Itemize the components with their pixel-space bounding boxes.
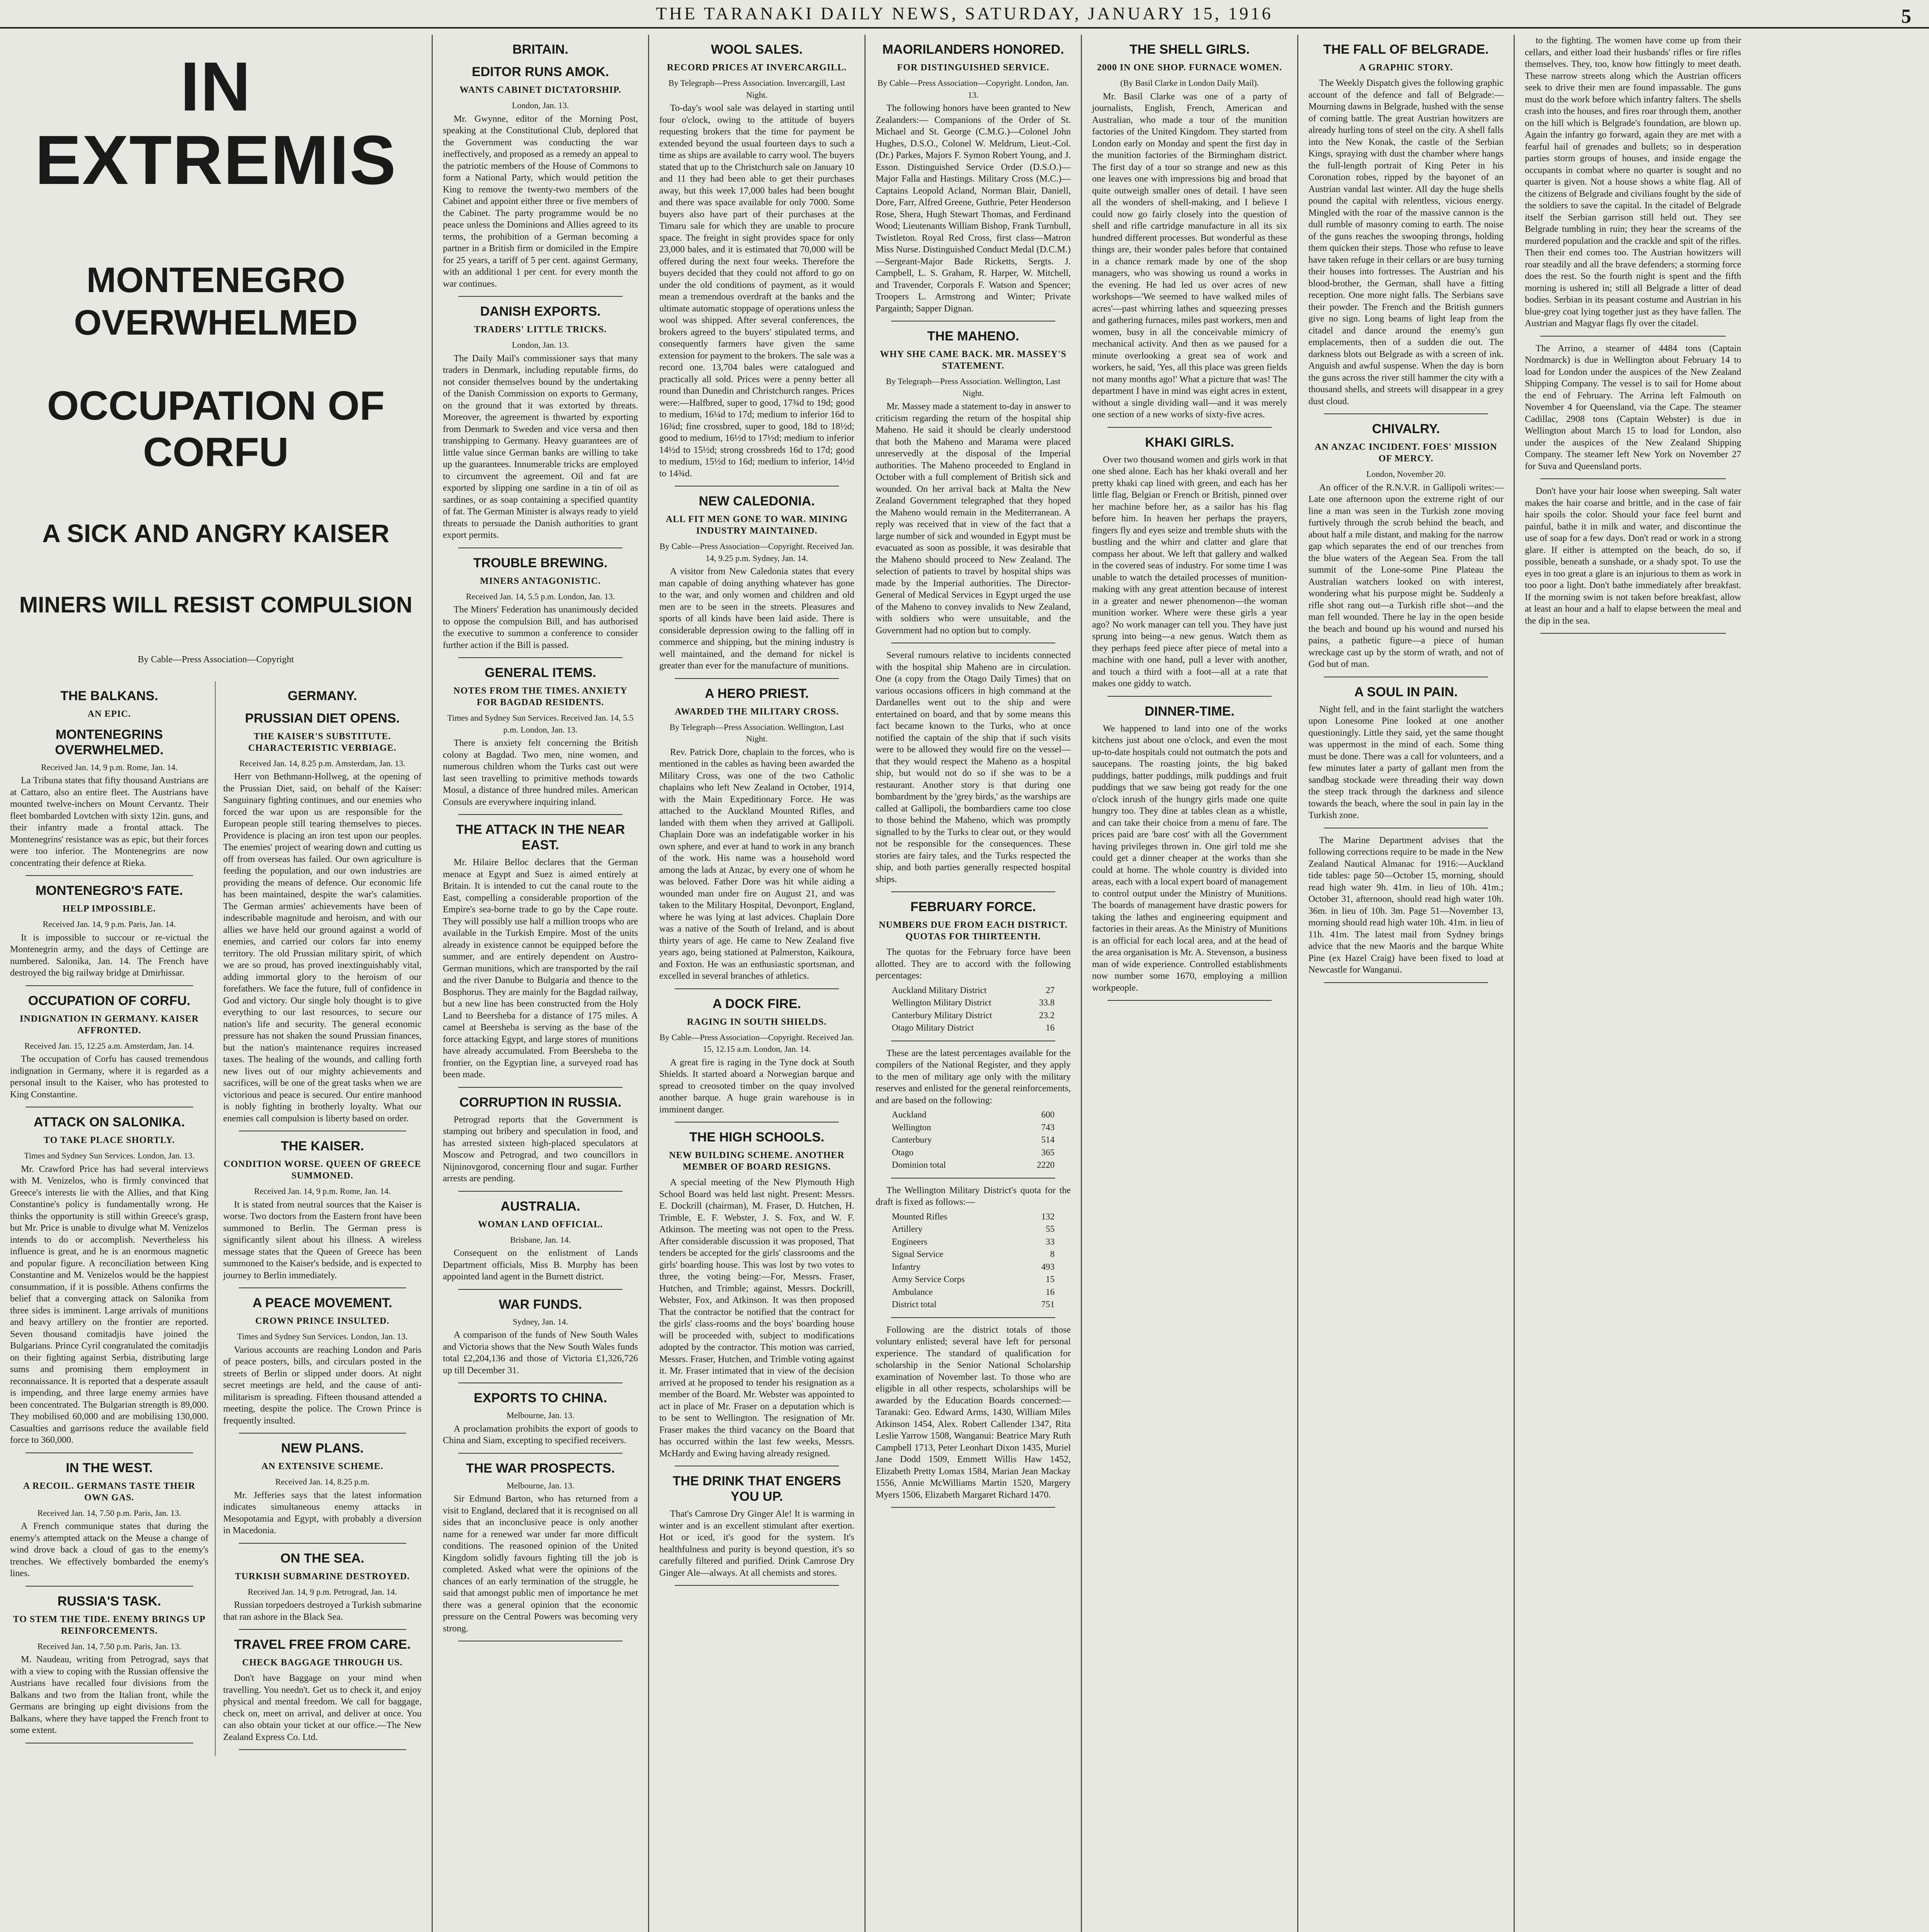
honors-body: These are the latest percentages available for the compilers of the National Register, and they apply to the men of military age only with the military reserves and enlisted for the general reinforcements, and are based on the following: <box>876 1048 1071 1105</box>
column-rule <box>675 1585 839 1586</box>
quota-row <box>890 984 1056 997</box>
quota-value: 33.8 <box>1039 998 1055 1007</box>
britain-headline: TROUBLE BREWING. <box>473 555 608 570</box>
quota-value: 16 <box>1046 1023 1055 1032</box>
quota-value: 365 <box>1041 1147 1055 1157</box>
balkans-subhead: TO STEM THE TIDE. ENEMY BRINGS UP REINFORCEMENTS. <box>13 1614 206 1636</box>
shell-headline: DINNER-TIME. <box>1145 704 1235 719</box>
britain-body: The Daily Mail's commissioner says that many traders in Denmark, including reputable firms, do not consider themselves bound by the undertaking of the Danish Commission on exports to Germany, on the ground that it was extorted by threats. Moreover, the agreement is thwarted by exporting from Denmark to Sweden and vice versa and then transhipping to Germany. Heavy guarantees are of little value since German banks are willing to take up the guarantees. Innumerable tricks are employed to circumvent the agreement. Oil and fat are exported by slipping one sardine in a tin of oil as sardines, or as soap containing a specified quantity of fat. The German Minister is always ready to yield threats to persuade the Danish authorities to grant export permits. <box>443 353 638 540</box>
honors-body: Mr. Massey made a statement to-day in answer to criticism regarding the return of the hospital ship Maheno. He said it should be clearly understood that both the Maheno and Marama were placed unreservedly at the disposal of the Imperial authorities. The Maheno proceeded to England in October with a full complement of British sick and wounded. On her arrival back at Malta the New Zealand Government telegraphed that they hoped the Maheno would remain in the Mediterranean. A reply was received that in view of the fact that a large number of sick and wounded in Egypt must be evacuated as soon as possible, it was desirable that the Maheno should proceed to New Zealand. The selection of patients to travel by hospital ships was made by the Imperial authorities. The Director-General of Medical Services in Egypt urged the use of the Maheno to convey invalids to New Zealand, with soldiers who were unsuitable, and the Government had no option but to comply. <box>876 401 1071 636</box>
quota-district: Ambulance <box>891 1287 933 1297</box>
britain-body: Sir Edmund Barton, who has returned from a visit to England, declared that it is recognised on all sides that an inconclusive peace is only another name for a renewed war under far more difficult conditions. The reasoned opinion of the United Kingdom solidly favours fighting till the job is completed. Asked what were the opinions of the chances of an early termination of the struggle, he said that amongst public men of importance he met there was a general opinion that the economic pressure on the Central Powers was becoming very strong. <box>443 1494 638 1634</box>
belgrade-body: The Weekly Dispatch gives the following graphic account of the defence and fall of Belgrade:— Mourning dawns in Belgrade, hushed with the sense of coming battle. The great Austrian howitzers are already hurling tons of steel on the city. A shell falls into the New Konak, the castle of the Serbian Kings, spraying with dust the chamber where hangs the full-length portrait of King Peter in his Coronation robes, ripped by the bayonet of an Austrian vandal last winter. All day the huge shells pound the capital with relentless, vicious energy. Mingled with the roar of the massive cannon is the dull rumble of masonry coming to earth. The noise of the guns reaches the swooping throngs, holding them quicken their steps. Those who refuse to leave have taken refuge in their cellars or are busy turning their houses into fortresses. The Austrian and his blood-brother, the German, shall have a fitting reception. One more night falls. The Serbians save their powder. The French and the British gunners give no sign. Long beams of light leap from the citadel and dance around the enemy's gun emplacements, then of a sudden die out. The darkness blots out Belgrade as with a screen of ink. Anguish and awful suspense. When the day is born the guns across the river still hammer the city with a thousand shells, and streets will disappear in a grey dust cloud. <box>1308 78 1504 406</box>
balkans-headline: RUSSIA'S TASK. <box>57 1594 161 1609</box>
honors-headline: THE MAHENO. <box>927 329 1019 344</box>
column-rule <box>239 1287 407 1288</box>
section-sub-balkans: AN EPIC. <box>87 709 131 719</box>
quota-row <box>890 1121 1056 1134</box>
shell-dateline: (By Basil Clarke in London Daily Mail). <box>1120 78 1259 88</box>
quota-district: Infantry <box>891 1262 920 1272</box>
quota-district: Engineers <box>891 1236 927 1247</box>
column-rule <box>458 296 623 297</box>
quota-value: 55 <box>1046 1224 1055 1234</box>
germany-dateline: Received Jan. 14, 8.25 p.m. <box>275 1477 370 1486</box>
balkans-body: The occupation of Corfu has caused tremendous indignation in Germany, where it is regarded as a personal insult to the Kaiser, who has protested to King Constantine. <box>10 1054 209 1100</box>
balkans-subhead: TO TAKE PLACE SHORTLY. <box>44 1135 175 1145</box>
balkans-dateline: Received Jan. 14, 9 p.m. Rome, Jan. 14. <box>41 762 178 772</box>
front-subcolumns <box>10 681 422 1757</box>
britain-headline: THE WAR PROSPECTS. <box>466 1461 615 1476</box>
germany-subhead: TURKISH SUBMARINE DESTROYED. <box>235 1571 410 1582</box>
quota-row <box>890 1236 1056 1248</box>
wool-subhead: AWARDED THE MILITARY CROSS. <box>675 706 839 717</box>
last-body: Don't have your hair loose when sweeping. Salt water makes the hair coarse and brittle, and in the case of fair hair spoils the color. Should your face feel burnt and painful, bathe it in milk and water, and discontinue the use of soap for a few days. Don't read or work in a strong glare. If either is attempted on the beach, do so, if possible, beneath a sunshade, or a shady spot. To use the eyes in too great a glare is an injurious to them as work in too poor a light. Don't bathe immediately after breakfast. If the morning swim is not taken before breakfast, allow at least an hour and a half to elapse between the meal and the dip in the sea. <box>1525 486 1741 626</box>
column-belgrade <box>1298 35 1515 1932</box>
column-rule <box>1107 696 1272 697</box>
byline: By Cable—Press Association—Copyright <box>138 655 294 665</box>
honors-quota-table <box>890 1211 1056 1311</box>
honors-dateline: By Cable—Press Association—Copyright. London, Jan. 13. <box>877 78 1069 100</box>
belgrade-subhead: AN ANZAC INCIDENT. FOES' MISSION OF MERCY. <box>1315 442 1497 464</box>
column-rule <box>458 1087 623 1088</box>
quota-district: Auckland <box>891 1110 927 1119</box>
britain-dateline: Melbourne, Jan. 13. <box>506 1480 575 1490</box>
germany-headline: TRAVEL FREE FROM CARE. <box>234 1637 411 1652</box>
britain-body: There is anxiety felt concerning the British colony at Bagdad. Two men, nine women, and numerous children whom the Turks cast out were last seen travelling to primitive methods towards Mosul, a distance of three hundred miles. American Consuls are everywhere inquiring inland. <box>443 738 638 807</box>
balkans-body: Mr. Crawford Price has had several interviews with M. Venizelos, who is firmly convinced that Greece's interests lie with the Allies, and that King Constantine's policy is fundamentally wrong. He thinks the opportunity is still within Greece's grasp, but Mr. Price is unable to divulge what M. Venizelos intends to do or accomplish. Nevertheless his influence is great, and he is an enormous magnetic and popular figure. A reconciliation between King Constantine and M. Venizelos would be the happiest consummation, if it is possible. Athens confirms the belief that a converging attack on Salonika from three sides is imminent. Large arrivals of munitions and heavy artillery on the frontier are reported. Seven thousand comitadjis have joined the Bulgarians. Prince Cyril congratulated the comitadjis on their fighting against Serbia, distributing large sums and promising them employment in reconnaissance. It is reported that a desperate assault is impending, and three large enemy armies have been concentrated. The Bulgarian strength is 89,000. They mobilised 60,000 and are mobilising 130,000. Casualties and garrisons reduce the available field force to 360,000. <box>10 1164 209 1445</box>
germany-body: Russian torpedoers destroyed a Turkish submarine that ran ashore in the Black Sea. <box>223 1600 422 1622</box>
britain-dateline: Brisbane, Jan. 14. <box>510 1235 571 1245</box>
belgrade-headline: THE FALL OF BELGRADE. <box>1323 42 1489 57</box>
quota-row <box>890 1134 1056 1146</box>
shell-body: Over two thousand women and girls work in that one shed alone. Each has her khaki overall and her pretty khaki cap lined with green, and each has her little flag, Belgian or French or British, pinned over her machine before her, as a sailor has his flag before him. In heaven her perhaps the prayers, fingers fly and eyes seize and tremble shuts with the bustling and the whirr and clatter and glare that compass her about. We left that gallery and walked in the covered seas of industry. For some time I was unable to watch the detailed processes of munition-making with any great attention because of interest in a greater and newer phenomenon—the woman munition worker. Where were these girls a year ago? No work manager can tell you. They have just sprung into being—a new genus. Watch them as they perhaps feed piece after piece of metal into a machine with one hand, pull a lever with another, and touch a third with a foot—all at a rate that makes one giddy to watch. <box>1092 454 1287 689</box>
balkans-headline: OCCUPATION OF CORFU. <box>28 993 191 1008</box>
wool-headline: THE HIGH SCHOOLS. <box>689 1130 825 1145</box>
column-rule <box>26 875 193 876</box>
column-rule <box>458 814 623 815</box>
wool-headline: THE DRINK THAT ENGERS YOU UP. <box>672 1474 841 1504</box>
wool-subhead: NEW BUILDING SCHEME. ANOTHER MEMBER OF BOARD RESIGNS. <box>669 1150 845 1172</box>
column-last <box>1515 35 1929 1932</box>
banner-miners: MINERS WILL RESIST COMPULSION <box>19 592 413 617</box>
column-rule <box>239 1433 407 1434</box>
quota-value: 16 <box>1046 1287 1055 1297</box>
section-title-germany: GERMANY. <box>287 688 357 703</box>
germany-headline: ON THE SEA. <box>280 1551 364 1566</box>
balkans-dateline: Received Jan. 14, 9 p.m. Paris, Jan. 14. <box>43 919 176 929</box>
shell-headline: KHAKI GIRLS. <box>1145 435 1234 450</box>
balkans-dateline: Times and Sydney Sun Services. London, Jan. 13. <box>24 1151 195 1160</box>
britain-headline: EXPORTS TO CHINA. <box>473 1391 607 1405</box>
wool-dateline: By Telegraph—Press Association. Wellington, Last Night. <box>669 722 844 743</box>
quota-value: 132 <box>1041 1211 1055 1221</box>
honors-headline: MAORILANDERS HONORED. <box>882 42 1064 57</box>
column-rule <box>458 657 623 658</box>
quota-district: Army Service Corps <box>891 1274 965 1284</box>
quota-value: 514 <box>1041 1135 1055 1145</box>
column-rule <box>458 1191 623 1192</box>
britain-subhead: WANTS CABINET DICTATORSHIP. <box>459 85 621 95</box>
last-body: The Arrino, a steamer of 4484 tons (Captain Nordmarck) is due in Wellington about February 14 to load for London under the auspices of the New Zealand Shipping Company. The vessel is to sail for Home about the end of February. The Arrina left Falmouth on November 4 for Queensland, via the Cape. The steamer Cadillac, 2908 tons (Captain Webster) is due in Wellington about March 15 to load for London, also under the auspices of the New Zealand Shipping Company. The steamer left New York on November 27 for Suva and Queensland ports. <box>1525 343 1741 471</box>
honors-subhead: WHY SHE CAME BACK. MR. MASSEY'S STATEMENT. <box>880 349 1067 371</box>
quota-district: Wellington Military District <box>891 998 992 1007</box>
wool-body: A visitor from New Caledonia states that every man capable of doing anything whatever has gone to the war, and only women and children and old men are to be seen in the streets. Pleasures and sports of all kinds have been laid aside. There is considerable depression owing to the falling off in commerce and shipping, but the mining industry is well maintained, and the demand for nickel is greater than ever for the manufacture of munitions. <box>659 566 854 671</box>
quota-row <box>890 1248 1056 1261</box>
britain-subhead: WOMAN LAND OFFICIAL. <box>478 1219 603 1230</box>
germany-subhead: AN EXTENSIVE SCHEME. <box>261 1461 383 1471</box>
germany-headline: NEW PLANS. <box>281 1441 364 1456</box>
quota-value: 15 <box>1046 1274 1055 1284</box>
belgrade-subhead: A GRAPHIC STORY. <box>1359 63 1453 73</box>
section-title-balkans: THE BALKANS. <box>60 688 158 703</box>
last-body: to the fighting. The women have come up from their cellars, and either load their husbands' rifles or fire rifles themselves. They, too, know how fittingly to meet death. These narrow streets along which the Austrian officers seek to drive their men are found impassable. The guns must do the work before which infantry falters. The shells crash into the houses, and fires roar through them, another on the hill which is Belgrade's foundation, are blown up. Again the infantry go forward, again they are met with a fearful hail of grenades and bullets; so in desperation parties storm groups of houses, and inside engage the occupants in combat where no quarter is sought and no quarter is given. Not a house shows a white flag. All of the citizens of Belgrade and civilians fought by the side of the soldiers to save the capital. In the citadel of Belgrade itself the Serbian garrison still held out. They see Belgrade tumbling in ruin; they hear the screams of the murdered population and the crackle and spit of the rifles. Then their end comes too. The Austrian howitzers will roar steadily and all the brave defenders; a storming force does the rest. So the fourth night is spent and the fifth morning is ushered in; still all Belgrade a litter of dead bodies. Serbian in its peasant costume and Austrian in his blue-grey coat lying together just as they have fallen. The Austrian and Magyar flags fly over the citadel. <box>1525 36 1741 328</box>
quota-district: Auckland Military District <box>891 985 987 995</box>
germany-body: Various accounts are reaching London and Paris of peace posters, bills, and circulars posted in the streets of Berlin or slipped under doors. At night secret meetings are held, and the cause of anti-militarism is spreading. Fifteen thousand attended a meeting, despite the police. The Crown Prince is frequently insulted. <box>223 1345 422 1426</box>
balkans-body: La Tribuna states that fifty thousand Austrians are at Cattaro, also an entire fleet. The Austrians have mounted twelve-inchers on Mount Cervantz. Their fleet bombarded Lovtchen with sixty 12in. guns, and their infantry made a frontal attack. The Montenegrins' resistance was as epic, but their forces were too inferior. The Montenegrins are now concentrating their defence at Rieka. <box>10 776 209 868</box>
column-rule <box>675 678 839 679</box>
balkans-dateline: Received Jan. 14, 7.50 p.m. Paris, Jan. 13. <box>37 1641 181 1651</box>
wool-headline: NEW CALEDONIA. <box>699 494 815 509</box>
quota-row <box>890 1159 1056 1172</box>
quota-district: Signal Service <box>891 1249 944 1259</box>
quota-district: Canterbury <box>891 1135 932 1145</box>
column-rule <box>891 1507 1055 1508</box>
honors-subhead: FOR DISTINGUISHED SERVICE. <box>897 63 1050 73</box>
balkans-subhead: HELP IMPOSSIBLE. <box>63 904 156 914</box>
column-rule <box>239 1749 407 1750</box>
belgrade-body: An officer of the R.N.V.R. in Gallipoli writes:— Late one afternoon upon the extreme right of our line a man was seen in the Turkish zone moving furtively through the scrub behind the beach, and about half a mile distant, and making for the narrow gap which separates the end of our trenches from the blue waters of the Aegean Sea. From the tall summit of the Lone-some Pine Plateau the Australian watchers looked on with interest, wondering what his purpose might be. Suddenly a rifle shot rang out—a Turkish rifle shot—and the man fell wounded. There he lay in the open beside the beach and bound up his wound and nursed his pains, a pathetic figure—a piece of human wreckage cast up by the storm of wrath, and not of God but of man. <box>1308 482 1504 669</box>
quota-value: 493 <box>1041 1262 1055 1272</box>
balkans-headline: ATTACK ON SALONIKA. <box>33 1115 185 1129</box>
balkans-subhead: INDIGNATION IN GERMANY. KAISER AFFRONTED. <box>20 1014 199 1036</box>
column-rule <box>1540 336 1726 337</box>
quota-district: Artillery <box>891 1224 923 1234</box>
column-rule <box>1107 427 1272 428</box>
germany-subhead: THE KAISER'S SUBSTITUTE. CHARACTERISTIC VERBIAGE. <box>248 731 397 753</box>
quota-value: 23.2 <box>1039 1010 1055 1020</box>
germany-subhead: CONDITION WORSE. QUEEN OF GREECE SUMMONED. <box>223 1159 421 1181</box>
wool-subhead: ALL FIT MEN GONE TO WAR. MINING INDUSTRY MAINTAINED. <box>665 514 848 536</box>
balkans-body: A French communique states that during the enemy's attempted attack on the Meuse a change of wind drove back a cloud of gas to the enemy's trenches. We effectively bombarded the enemy's lines. <box>10 1521 209 1578</box>
honors-body: The Wellington Military District's quota for the draft is fixed as follows:— <box>876 1185 1071 1207</box>
britain-body: Petrograd reports that the Government is stamping out bribery and speculation in food, and has arrested sixteen high-placed speculators at Moscow and Petrograd, and two councillors in Nijninovgorod, concerning flour and sugar. Further arrests are pending. <box>443 1114 638 1184</box>
banner-corfu: OCCUPATION OF CORFU <box>47 383 385 475</box>
britain-headline: WAR FUNDS. <box>498 1297 582 1312</box>
germany-body: Mr. Jefferies says that the latest information indicates simultaneous enemy attacks in Mesopotamia and Egypt, with probably a diversion in Macedonia. <box>223 1490 422 1536</box>
quota-value: 743 <box>1041 1122 1055 1132</box>
germany-body: Herr von Bethmann-Hollweg, at the opening of the Prussian Diet, said, on behalf of the Kaiser: Sanguinary fighting continues, and our enemies who forced the war upon us are responsible for the European people still tearing themselves to pieces. Providence is placing an iron test upon our peoples. The enemies' project of wearing down and cutting us off from overseas has failed. Our own agriculture is feeding the population, and our own industries are providing the means of defence. Our economic life has been maintained, despite the war's calamities. The German armies' achievements have been of indescribable magnitude and heroism, and with our allies we have held our ground against a world of enemies, and carried our colors far into enemy territory. The old Prussian military spirit, of which we are so proud, has proved inextinguishably vital, adding immortal glory to the heroism of our forefathers. We face the future, full of confidence in God and victory. Our single holy thought is to give everything to our last resources, to secure our nation's life and security. The general economic pressure has not shaken the sound Prussian finances, but the nation's maintenance requires increased taxes. The healing of the wounds, and calling forth new lives out of our mighty achievements and sacrifices, will be one of the great tasks when we are victorious and peace is secured. Our entire manhood is nobly fighting in brotherly loyalty. What our enemies call compulsion is liberty based on order. <box>223 772 422 1124</box>
britain-subhead: NOTES FROM THE TIMES. ANXIETY FOR BAGDAD RESIDENTS. <box>453 686 628 707</box>
quota-value: 27 <box>1046 985 1055 995</box>
balkans-headline: MONTENEGRINS OVERWHELMED. <box>55 727 164 757</box>
column-rule <box>239 1629 407 1630</box>
britain-headline: GENERAL ITEMS. <box>485 665 596 680</box>
honors-body: The quotas for the February force have been allotted. They are to accord with the following percentages: <box>876 947 1071 981</box>
germany-dateline: Received Jan. 14, 9 p.m. Petrograd, Jan. 14. <box>248 1587 397 1597</box>
quota-district: Dominion total <box>891 1160 946 1170</box>
germany-subhead: CROWN PRINCE INSULTED. <box>255 1316 390 1326</box>
column-wool <box>649 35 866 1932</box>
britain-headline: DANISH EXPORTS. <box>480 304 601 319</box>
masthead-title: THE TARANAKI DAILY NEWS, SATURDAY, JANUARY 15, 1916 <box>656 3 1273 23</box>
germany-dateline: Times and Sydney Sun Services. London, Jan. 13. <box>237 1332 408 1341</box>
wool-dateline: By Cable—Press Association—Copyright. Received Jan. 15, 12.15 a.m. London, Jan. 14. <box>659 1032 854 1054</box>
honors-subhead: NUMBERS DUE FROM EACH DISTRICT. QUOTAS FOR THIRTEENTH. <box>879 920 1068 942</box>
britain-headline: THE ATTACK IN THE NEAR EAST. <box>456 822 625 852</box>
honors-body: The following honors have been granted to New Zealanders:— Companions of the Order of St. Michael and St. George (C.M.G.)—Colonel John Hughes, D.S.O., Colonel W. Meldrum, Lieut.-Col. (Dr.) Parkes, Majors F. Symon Robert Young, and J. Esson. Distinguished Service Order (D.S.O.)—Major Falla and Hastings. Military Cross (M.C.)—Captains Leopold Acland, Norman Blair, Daniell, Dore, Farr, Alfred Greene, Guthrie, Peter Henderson Rose, Shera, Hugh Stewart Thomas, and Ferdinand Wood; Lieutenants William Bishop, Frank Turnbull, Twistleton. Royal Red Cross, first class—Matron Miss Nurse. Distinguished Conduct Medal (D.C.M.)—Sergeant-Major Bade Ricketts, Sergts. J. Campbell, L. S. Graham, R. Harper, W. Mitchell, and Travender, Corporals F. Watson and Spencer; Troopers L. Armstrong and Winter; Private Pargainth; Sapper Dignan. <box>876 103 1071 314</box>
column-rule <box>239 1543 407 1544</box>
shell-headline: THE SHELL GIRLS. <box>1129 42 1250 57</box>
wool-dateline: By Telegraph—Press Association. Invercargill, Last Night. <box>668 78 845 100</box>
germany-dateline: Received Jan. 14, 8.25 p.m. Amsterdam, Jan. 13. <box>239 758 406 768</box>
britain-body: The Miners' Federation has unanimously decided to oppose the compulsion Bill, and has authorised the executive to summon a conference to consider further action if the Bill is passed. <box>443 605 638 650</box>
quota-row <box>890 1298 1056 1311</box>
quota-district: Wellington <box>891 1122 931 1132</box>
quota-row <box>890 1022 1056 1034</box>
germany-body: It is stated from neutral sources that the Kaiser is worse. Two doctors from the Eastern front have been summoned to Berlin. The German press is significantly silent about his illness. A wireless message states that the Queen of Greece has been summoned to the Kaiser's bedside, and is expected to journey to Berlin immediately. <box>223 1199 422 1281</box>
column-rule <box>26 1452 193 1453</box>
quota-row <box>890 1273 1056 1286</box>
wool-headline: WOOL SALES. <box>711 42 803 57</box>
quota-row <box>890 1261 1056 1274</box>
quota-value: 2220 <box>1037 1160 1055 1170</box>
quota-row <box>890 1223 1056 1236</box>
column-rule <box>1107 1000 1272 1001</box>
column-rule <box>1324 413 1488 414</box>
column-rule <box>26 985 193 986</box>
belgrade-headline: A SOUL IN PAIN. <box>1354 684 1458 699</box>
britain-headline: EDITOR RUNS AMOK. <box>471 65 609 79</box>
shell-body: We happened to land into one of the works kitchens just about one o'clock, and even the most up-to-date hospitals could not outmatch the pots and saucepans. The roasting joints, the big baked puddings, batter puddings, milk puddings and fruit puddings that we saw being got ready for the one o'clock inrush of the hungry girls made one quite hungry too. They dine at tables clean as a whistle, and can take their choice from a menu of fare. The prices paid are 'bare cost' with all the Government having privileges thrown in. One girl told me she could get a dinner cheaper at the works than she could at home. The whole country is divided into areas, each with a local expert board of management to control output under the Ministry of Munitions. The boards of management have drastic powers for taking the lathes and engineering equipment and factories in their areas. As the Ministry of Munitions is an official for each local area, and at the head of the area organisation is Mr. A. Stevenson, a business man of wide experience. Controlled establishments now number some 1670, employing a million workpeople. <box>1092 723 1287 993</box>
wool-body: That's Camrose Dry Ginger Ale! It is warming in winter and is an excellent stimulant after exertion. Hot or iced, it's good for the system. It's healthfulness and purity is beyond question, it's so carefully filtered and purified. Drink Camrose Dry Ginger Ale—always. At all chemists and stores. <box>659 1509 854 1578</box>
quota-value: 600 <box>1041 1110 1055 1119</box>
shell-subhead: 2000 IN ONE SHOP. FURNACE WOMEN. <box>1097 63 1283 73</box>
belgrade-dateline: London, November 20. <box>1366 469 1446 479</box>
banner-montenegro: MONTENEGRO OVERWHELMED <box>74 260 358 342</box>
column-shell-girls <box>1082 35 1298 1932</box>
britain-headline: CORRUPTION IN RUSSIA. <box>459 1095 622 1110</box>
quota-district: Canterbury Military District <box>891 1010 992 1020</box>
quota-value: 33 <box>1046 1236 1055 1247</box>
britain-dateline: Times and Sydney Sun Services. Received Jan. 14, 5.5 p.m. London, Jan. 13. <box>447 713 634 735</box>
germany-body: Don't have Baggage on your mind when travelling. You needn't. Get us to check it, and enjoy physical and mental freedom. We call for baggage, check on, meet on arrival, and deliver at once. You can also obtain your ticket at our office.—The New Zealand Express Co. Ltd. <box>223 1673 422 1742</box>
belgrade-body: Night fell, and in the faint starlight the watchers upon Lonesome Pine looked at one another questioningly. Little they said, yet the same thought was uppermost in the mind of each. Some thing must be done. There was a call for volunteers, and a few minutes later a party of gallant men from the sandbag stockade were threading their way down the steep track through the darkness and silence towards the beach, where the soul in pain lay in the Turkish zone. <box>1308 704 1504 820</box>
wool-dateline: By Cable—Press Association—Copyright. Received Jan. 14, 9.25 p.m. Sydney, Jan. 14. <box>659 541 854 563</box>
honors-headline: FEBRUARY FORCE. <box>910 900 1036 914</box>
shell-body: Mr. Basil Clarke was one of a party of journalists, English, French, American and Australian, who made a tour of the munition factories of the United Kingdom. They started from London early on Monday and spent the first day in the munition factories of the Birmingham district. The first day of a tour so strange and new as this one leaves one with impressions big and broad that quite outweigh smaller ones of detail. I have seen all the wonders of shell-making, and I believe I could now go fairly closely into the question of shell and rifle cartridge manufacture in all its six hundred different processes. But wonderful as these things are, their wonder pales before that contained in a chance remark made by one of the shop managers, who was showing us round a works in the evening. He had led us over acres of new workshops—'We seemed to have walked miles of acres'—past whirring lathes and squeezing presses and gathering furnaces, miles past workers, men and women, busy in all the conceivable mimicry of mechanical activity. And then as we paused for a minute overlooking a great sea of work and workers, he said, 'Yes, all this place was green fields not many months ago!' What a picture that was! The department I have in mind was eight acres in extent, without a single dividing wall—and it was merely one section of a new works of sixty-five acres. <box>1092 91 1287 420</box>
balkans-section <box>10 681 216 1757</box>
quota-district: Mounted Rifles <box>891 1211 947 1221</box>
wool-body: Rev. Patrick Dore, chaplain to the forces, who is mentioned in the cables as having been awarded the Military Cross, was one of the two Catholic chaplains who left New Zealand in October, 1914, with the Main Expeditionary Force. He was attached to the Auckland Mounted Rifles, and landed with them when they arrived at Gallipoli. Chaplain Dore was an indefatigable worker in his own sphere, and ever at hand to work in any branch of the work. His name was a household word among the lads at Anzac, by every one of whom he was beloved. Father Dore was hit while aiding a wounded man under fire on August 21, and was taken to the Military Hospital, Devonport, England, where he was lying at last advices. Chaplain Dore was a native of the South of Ireland, and is about thirty years of age. He came to New Zealand five years ago, being stationed at Palmerston, Kaikoura, and Foxton. He was an enthusiastic sportsman, and excelled in several branches of athletics. <box>659 747 854 981</box>
belgrade-body: The Marine Department advises that the following corrections require to be made in the New Zealand Nautical Almanac for 1916:—Auckland tide tables: page 50—October 15, morning, should read high water 9h. 41m. in lieu of 10h. 41m.; October 31, afternoon, should read high water 10h. 36m. in lieu of 10h. 3m. Page 51—November 13, morning should read high water 10h. 41m. in lieu of 11h. 41m. The latest mail from Sydney brings advice that the new Maoris and the barque White Pine (ex Hazel Craig) have been fixed to load at Newcastle for Wanganui. <box>1308 835 1504 975</box>
quota-row <box>890 1146 1056 1159</box>
germany-section <box>223 681 422 1757</box>
belgrade-headline: CHIVALRY. <box>1372 422 1440 436</box>
britain-body: Mr. Hilaire Belloc declares that the German menace at Egypt and Suez is aimed entirely at Britain. It is intended to cut the canal route to the East, compelling a considerable proportion of the Empire's sea-borne trade to go by the Cape route. They will possibly use half a million troops who are available in the Turkish Empire. Most of the units already in existence cannot be equipped before the summer, and are entirely dependent on Austro-German munitions, which are transported by the rail and the river Danube to Bulgaria and thence to the Bosphorus. They are mainly for the Bagdad railway, but a new line has been constructed from the Holy Land to Beersheba for a distance of 175 miles. A camel at Beersheba is serving as the base of the force attacking Egypt, and large stores of munitions have already accumulated. From Beersheba to the frontier, on the Egyptian line, a surveyed road has been made. <box>443 857 638 1080</box>
britain-dateline: Received Jan. 14, 5.5 p.m. London, Jan. 13. <box>466 591 615 601</box>
quota-value: 751 <box>1041 1299 1055 1309</box>
balkans-headline: IN THE WEST. <box>66 1460 153 1475</box>
quota-district: District total <box>891 1299 937 1309</box>
banner-kaiser: A SICK AND ANGRY KAISER <box>42 519 390 548</box>
germany-headline: THE KAISER. <box>281 1139 364 1153</box>
britain-dateline: Sydney, Jan. 14. <box>512 1316 568 1327</box>
wool-subhead: RECORD PRICES AT INVERCARGILL. <box>667 63 847 73</box>
honors-quota-table <box>890 1109 1056 1172</box>
quota-district: Otago Military District <box>891 1023 974 1032</box>
germany-subhead: CHECK BAGGAGE THROUGH US. <box>242 1658 403 1668</box>
column-rule <box>458 1453 623 1454</box>
honors-quota-table <box>890 984 1056 1034</box>
germany-headline: A PEACE MOVEMENT. <box>252 1296 392 1310</box>
quota-row <box>890 1211 1056 1223</box>
britain-body: Mr. Gwynne, editor of the Morning Post, speaking at the Constitutional Club, deplored that the Government was conducting the war ineffectively, and proposed as a remedy an appeal to the patriotic members of the House of Commons to form a National Party, which would petition the King to remove the twenty-two members of the Cabinet and appoint either three or five members of the Cabinet. The party programme would be no peace unless the Dominions and Allies agreed to its terms, the prohibition of a German becoming a partner in a British firm or domiciled in the Empire for 25 years, a tariff of 5 per cent. against Germany, with an additional 1 per cent. for every month the war continues. <box>443 114 638 289</box>
quota-row <box>890 997 1056 1009</box>
wool-body: A great fire is raging in the Tyne dock at South Shields. It started aboard a Norwegian barque and spread to creosoted timber on the quay involved another barque. A huge grain warehouse is in imminent danger. <box>659 1057 854 1115</box>
column-rule <box>891 1317 1055 1318</box>
quota-value: 8 <box>1050 1249 1055 1259</box>
column-rule <box>458 1289 623 1290</box>
britain-subhead: TRADERS' LITTLE TRICKS. <box>474 325 607 335</box>
column-rule <box>675 988 839 989</box>
balkans-headline: MONTENEGRO'S FATE. <box>36 883 183 898</box>
balkans-dateline: Received Jan. 15, 12.25 a.m. Amsterdam, Jan. 14. <box>24 1041 194 1051</box>
front-column <box>0 35 433 1932</box>
main-headline: IN EXTREMIS <box>35 48 397 199</box>
balkans-subhead: A RECOIL. GERMANS TASTE THEIR OWN GAS. <box>23 1481 196 1503</box>
britain-dateline: London, Jan. 13. <box>512 340 569 350</box>
column-britain <box>433 35 649 1932</box>
column-rule <box>891 1178 1055 1179</box>
britain-body: Consequent on the enlistment of Lands Department officials, Miss B. Murphy has been appointed land agent in the Burnett district. <box>443 1248 638 1282</box>
wool-body: To-day's wool sale was delayed in starting until four o'clock, owing to the attitude of buyers requesting brokers that the time for payment be extended beyond the usual fourteen days to such a time as ships are available to carry wool. The buyers stated that up to the Christchurch sale on January 10 and 11 they had been able to get their purchases away, but this week 17,000 bales had been bought and there was space available for only 7000. Some buyers also have part of their purchases at the Timaru sale for which they are unable to procure space. The freight in sight provides space for only 23,000 bales, and it is estimated that 70,000 will be offered during the next four weeks. Therefore the buyers decided that they could not afford to go on under the old conditions of payment, as it would mean a tremendous overdraft at the banks and the ultimate automatic stoppage of operations unless the wool was shipped. After several conferences, the brokers agreed to the buyers' stipulated terms, and consequently farmers have given the same extension for payment to the brokers. The sale was a record one. 13,704 bales were catalogued and practically all sold. Prices were a penny better all round than Dunedin and Christchurch ranges. Prices were:—Halfbred, super to good, 17¾d to 19d; good to medium, 16¼d to 17d; medium to inferior 16d to 16¾d; fine crossbred, super to good, 18d to 18½d; good to medium, 16½d to 17½d; medium to inferior 14½d to 15½d; strong crossbreds 16d to 17d; good to medium, 15½d to 16d; medium to inferior, 14½d to 14¾d. <box>659 103 854 479</box>
balkans-body: M. Naudeau, writing from Petrograd, says that with a view to coping with the Russian offensive the Austrians have recalled four divisions from the Balkans and two from the Italian front, while the Germans are bringing up eight divisions from the Balkans, where they have tapped the French front to some extent. <box>10 1655 209 1735</box>
quota-row <box>890 1286 1056 1299</box>
quota-district: Otago <box>891 1147 914 1157</box>
balkans-body: It is impossible to succour or re-victual the Montenegrin army, and the days of Cettinge are numbered. Salonika, Jan. 14. The French have destroyed the big railway bridge at Dmirhissar. <box>10 932 209 978</box>
honors-body: Several rumours relative to incidents connected with the hospital ship Maheno are in circulation. One (a copy from the Otago Daily Times) that on various occasions officers in high command at the Dardanelles went out to the ship and were entertained on board, and that by some means this fact became known to the Turks, who at once notified the captain of the ship that if such visits were to be allowed they would fire on the vessel—that they would respect the Maheno as a hospital ship, but would not do so if she was to be a restaurant. Another story is that during one bombardment by the 'grey birds,' as the warships are called at Gallipoli, the bombardiers came too close to those behind the Maheno, which was promptly signalled to by the Turks to clear out, or they would not be responsible for the consequences. These stories are fairy tales, and the Turks respected the ship, and both parties generally respected hospital ships. <box>876 650 1071 884</box>
honors-body: Following are the district totals of those voluntary enlisted; several have left for personal experience. The standard of qualification for scholarship in the Senior National Scholarship examination of November last. To those who are eligible in all other respects, scholarships will be awarded by the Education Boards concerned:—Taranaki: Geo. Edward Arms, 1430, William Miles Atkinson 1454, Alex. Robert Callender 1347, Rita Leslie Yarrow 1508, Wanganui: Beatrice Mary Ruth Campbell 1713, Peter Leonhart Dixon 1435, Muriel Jane Dodd 1509, Emmett Willis Haw 1452, Elizabeth Pretty Lomax 1584, Marian Jean Mackay 1556, Annie McWilliams Martin 1520, Margery Myers 1506, Elizabeth Margaret Richard 1470. <box>876 1325 1071 1500</box>
page-number: 5 <box>1901 5 1914 27</box>
germany-dateline: Received Jan. 14, 9 p.m. Rome, Jan. 14. <box>254 1186 391 1196</box>
column-rule <box>26 1586 193 1587</box>
britain-body: A proclamation prohibits the export of goods to China and Siam, excepting to specified receivers. <box>443 1423 638 1446</box>
britain-headline: AUSTRALIA. <box>500 1199 580 1214</box>
britain-body: A comparison of the funds of New South Wales and Victoria shows that the New South Wales funds total £2,204,136 and those of Victoria £1,326,726 up till December 31. <box>443 1330 638 1376</box>
quota-row <box>890 1109 1056 1121</box>
balkans-dateline: Received Jan. 14, 7.50 p.m. Paris, Jan. 13. <box>37 1508 181 1518</box>
honors-dateline: By Telegraph—Press Association. Wellington, Last Night. <box>886 376 1061 398</box>
masthead <box>0 0 1929 29</box>
wool-headline: A HERO PRIEST. <box>705 686 809 701</box>
wool-headline: A DOCK FIRE. <box>712 996 801 1011</box>
wool-body: A special meeting of the New Plymouth High School Board was held last night. Present: Messrs. E. Dockrill (chairman), M. Fraser, D. Hutchen, H. Trimble, E. F. Webster, J. S. Fox, and W. F. Atkinson. The meeting was not open to the Press. After considerable discussion it was proposed, That tenders be accepted for the girls' classrooms and the girls' boarding house. This was lost by two votes to three, the voting being:—For, Messrs. Fraser, Hutchen, and Trimble; against, Messrs. Dockrill, Webster, Fox, and Atkinson. It was then proposed That the contractor be notified that the contract for the girls' class-rooms and the boys' boarding house will be proceeded with, subject to modifications adopted by the contractor. This motion was carried, Messrs. Fraser, Hutchen, and Trimble voting against it. Mr. Fraser intimated that in view of the decision arrived at he proposed to tender his resignation as a member of the Board. Mr. Webster was appointed to act in place of Mr. Fraser on a deputation which is to be sent to Wellington. The resignation of Mr. Fraser makes the third vacancy on the Board that has occurred within the last few weeks, Messrs. McHardy and Ewing having already resigned. <box>659 1177 854 1459</box>
column-rule <box>891 891 1055 892</box>
wool-subhead: RAGING IN SOUTH SHIELDS. <box>687 1017 827 1027</box>
column-rule <box>1540 633 1726 634</box>
column-honors <box>866 35 1082 1932</box>
column-rule <box>1540 478 1726 479</box>
britain-subhead: MINERS ANTAGONISTIC. <box>480 576 601 586</box>
germany-headline: PRUSSIAN DIET OPENS. <box>245 711 400 726</box>
britain-dateline: Melbourne, Jan. 13. <box>506 1410 575 1420</box>
section-title-britain: BRITAIN. <box>512 42 568 57</box>
quota-row <box>890 1009 1056 1022</box>
britain-dateline: London, Jan. 13. <box>512 100 569 110</box>
column-rule <box>1324 982 1488 983</box>
